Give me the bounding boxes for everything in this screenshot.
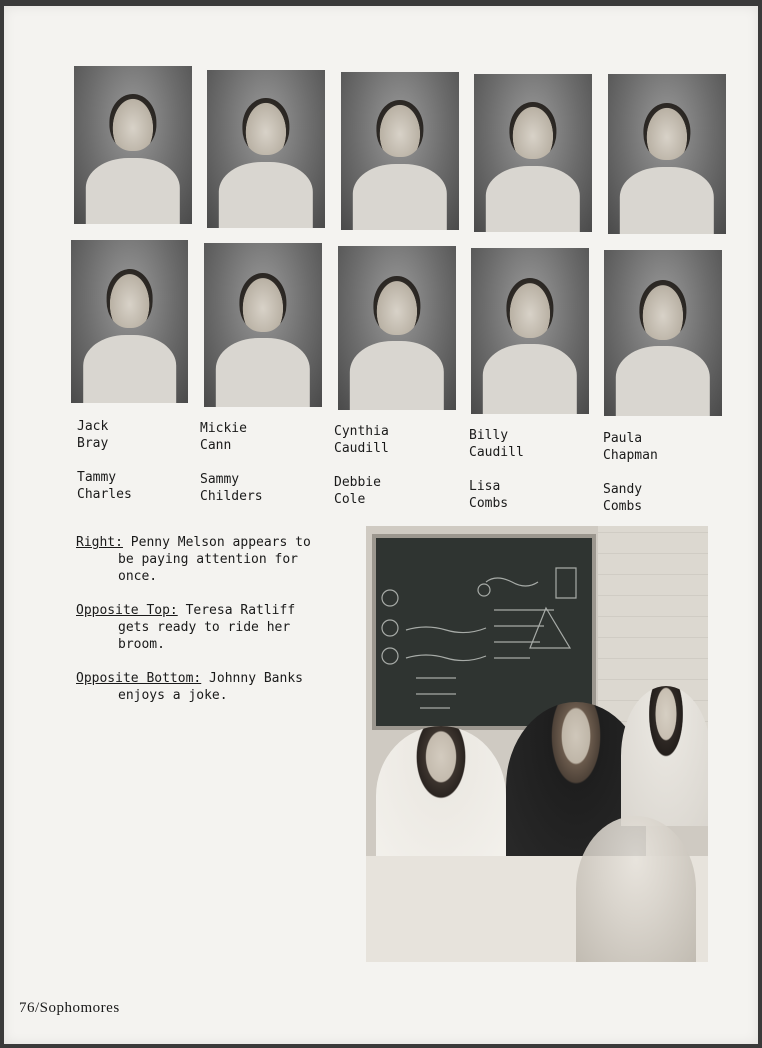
last-name: Cann	[200, 438, 232, 453]
caption-text: Penny Melson appears to	[122, 535, 311, 550]
page-footer: 76/Sophomores	[19, 1000, 120, 1016]
student-figure	[576, 816, 696, 962]
portrait-photo	[74, 66, 192, 224]
chalkboard	[372, 534, 596, 730]
name-column	[77, 418, 132, 503]
first-name: Tammy	[77, 470, 117, 485]
first-name: Debbie	[334, 475, 381, 490]
caption-label: Opposite Bottom:	[76, 671, 202, 686]
last-name: Charles	[77, 487, 132, 502]
portrait-photo	[604, 250, 722, 416]
last-name: Combs	[469, 496, 509, 511]
name-column	[603, 430, 658, 515]
portrait-photo	[474, 74, 592, 232]
caption-text: Johnny Banks	[201, 671, 303, 686]
portrait-photo	[338, 246, 456, 410]
portrait-photo	[71, 240, 188, 403]
caption-text: Teresa Ratliff	[177, 603, 296, 618]
first-name: Paula	[603, 431, 643, 446]
caption-text: enjoys a joke.	[118, 688, 228, 703]
portrait-photo	[471, 248, 589, 414]
name-column	[469, 427, 524, 512]
last-name: Chapman	[603, 448, 658, 463]
last-name: Caudill	[334, 441, 389, 456]
portrait-photo	[204, 243, 322, 407]
first-name: Jack	[77, 419, 109, 434]
portrait-photo	[207, 70, 325, 228]
caption-text: gets ready to ride her	[118, 620, 291, 635]
portrait-photo	[341, 72, 459, 230]
chalk-scribbles	[376, 538, 592, 726]
caption-text: be paying attention for	[118, 552, 299, 567]
first-name: Lisa	[469, 479, 501, 494]
caption-opposite-bottom	[76, 670, 356, 704]
name-column	[334, 423, 389, 508]
last-name: Combs	[603, 499, 643, 514]
first-name: Sammy	[200, 472, 240, 487]
portrait-photo	[608, 74, 726, 234]
classroom-photo	[366, 526, 708, 962]
last-name: Cole	[334, 492, 366, 507]
first-name: Mickie	[200, 421, 247, 436]
caption-text: once.	[118, 569, 158, 584]
caption-text: broom.	[118, 637, 165, 652]
last-name: Caudill	[469, 445, 524, 460]
caption-right	[76, 534, 356, 585]
student-figure	[621, 686, 708, 826]
student-figure	[376, 726, 506, 866]
caption-label: Right:	[76, 535, 123, 550]
first-name: Billy	[469, 428, 509, 443]
first-name: Sandy	[603, 482, 643, 497]
last-name: Childers	[200, 489, 263, 504]
caption-opposite-top	[76, 602, 356, 653]
last-name: Bray	[77, 436, 109, 451]
name-column	[200, 420, 263, 505]
yearbook-page	[4, 6, 758, 1044]
first-name: Cynthia	[334, 424, 389, 439]
caption-label: Opposite Top:	[76, 603, 178, 618]
